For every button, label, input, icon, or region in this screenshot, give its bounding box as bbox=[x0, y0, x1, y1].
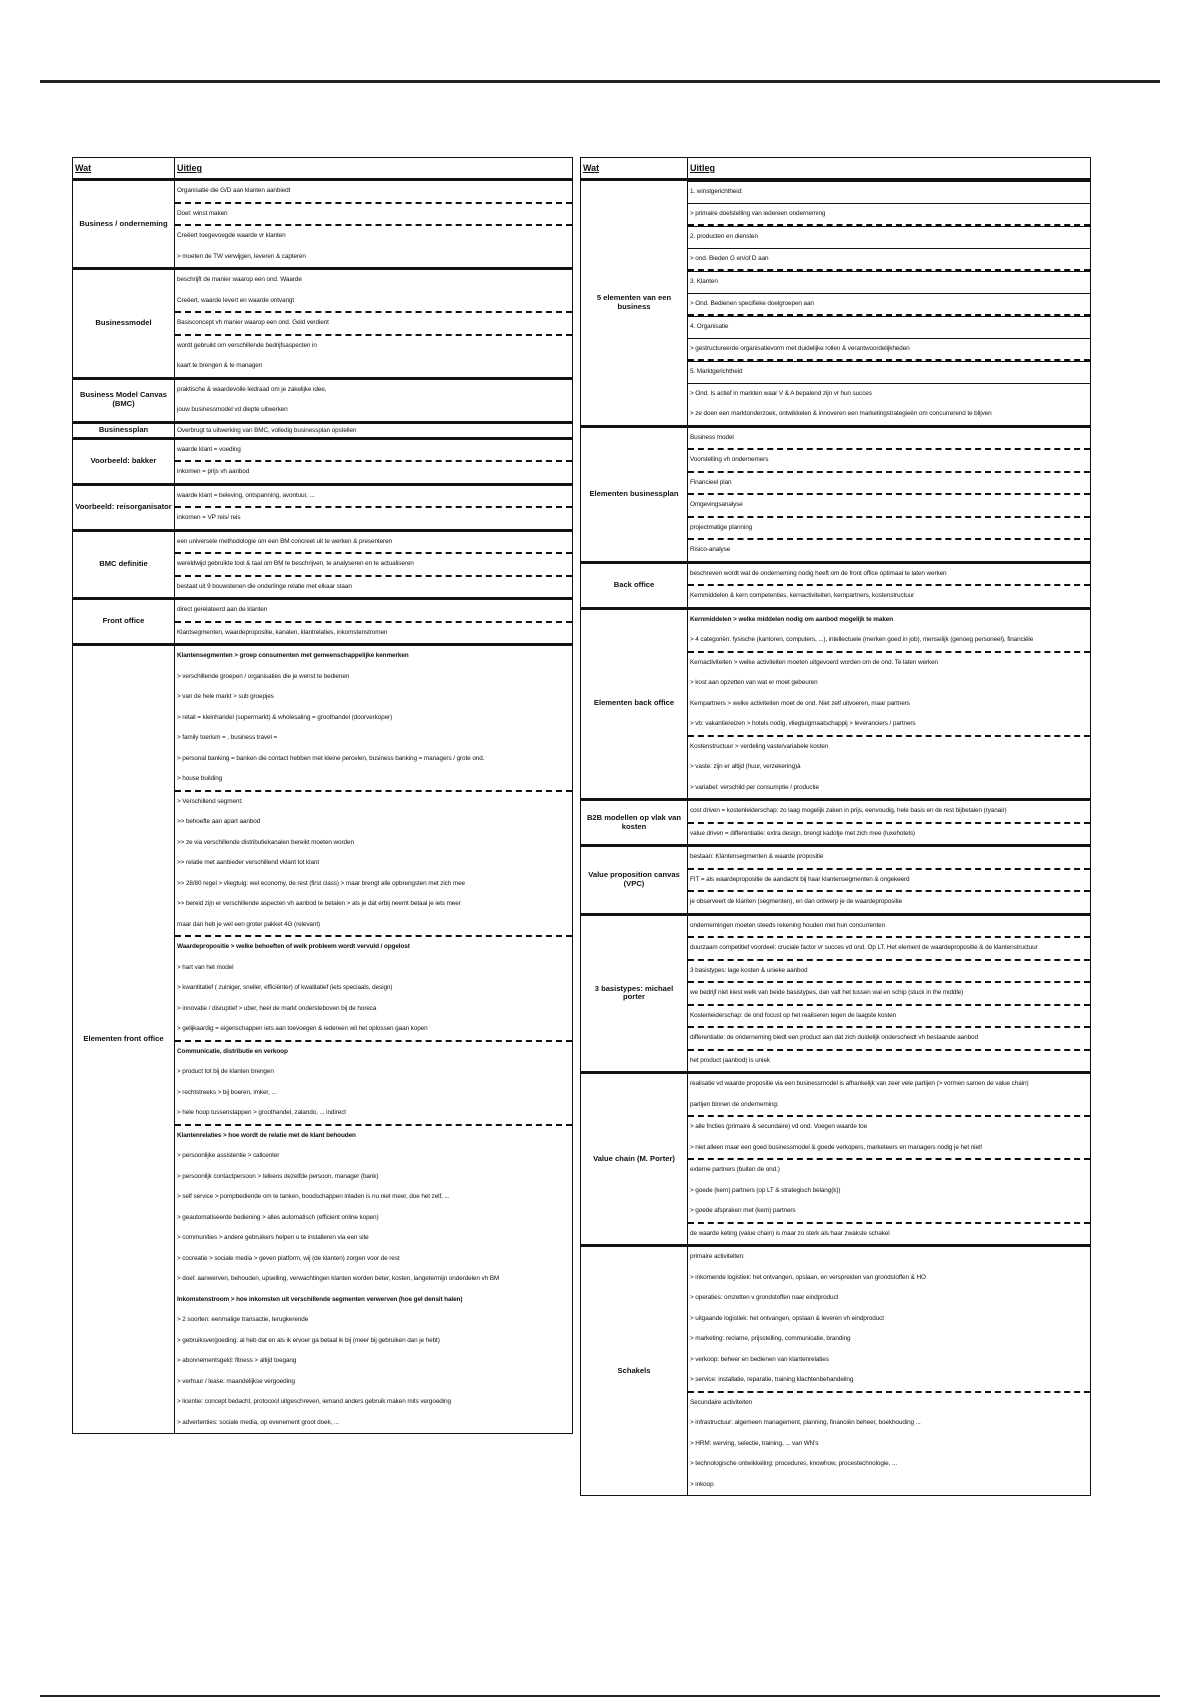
text-line: > goede (kern) partners (op LT & strategisch belang(k)) bbox=[690, 1186, 841, 1194]
text-line: > uitgaande logistiek: het ontvangen, opslaan & leveren vh eindproduct bbox=[690, 1314, 884, 1322]
text-line: > abonnementsgeld: fitness > altijd toegang bbox=[177, 1357, 297, 1364]
row-content bbox=[175, 269, 573, 379]
text-line: > doel: aanwerven, behouden, upselling, verwachtingen klanten worden beter, kosten, langetermijn onderdelen vh BM bbox=[177, 1275, 500, 1282]
text-line: een universele methodologie om een BM concreet uit te werken & presenteren bbox=[175, 532, 572, 555]
text-line: 2. producten en diensten bbox=[688, 226, 1090, 249]
text-line: cost driven = kostenleiderschap: zo laag mogelijk zaken in prijs, eenvoudig, hele basis en de rest bijbetalen (ryanair) bbox=[688, 801, 1090, 824]
row-content bbox=[688, 1073, 1091, 1246]
text-line: > goede afspraken met (kern) partners bbox=[688, 1201, 1090, 1224]
row-content bbox=[175, 378, 573, 422]
text-line: 4. Organisatie bbox=[688, 316, 1090, 339]
table-row bbox=[581, 914, 1091, 1073]
table-row bbox=[581, 800, 1091, 846]
text-line: > HRM: werving, selectie, training, ... van WN's bbox=[690, 1439, 819, 1447]
text-line: 5. Marktgerichtheid bbox=[688, 361, 1090, 384]
text-line: > operaties: omzetten v grondstoffen naar eindproduct bbox=[690, 1294, 839, 1301]
text-line: > persoonlijk contactpersoon > telkens dezelfde persoon, manager (bank) bbox=[177, 1172, 379, 1180]
text-line: > vaste: zijn er altijd (huur, verzekering)à bbox=[690, 763, 801, 770]
row-content bbox=[175, 530, 573, 599]
text-line: value driven = differentiatie: extra design, brengt kadotje met zich mee (luxehotels) bbox=[690, 829, 915, 837]
text-line: 3. Klanten bbox=[688, 271, 1090, 294]
table-row bbox=[73, 438, 573, 484]
row-label: Back office bbox=[581, 562, 688, 608]
table-row bbox=[581, 180, 1091, 427]
text-line: > inkoop bbox=[690, 1480, 714, 1488]
text-line: duurzaam competitief voordeel: cruciale factor vr succes vd ond. Op LT. Het element de waardepropositie & de klantenstructuur bbox=[688, 938, 1090, 961]
row-label: Elementen back office bbox=[581, 608, 688, 800]
text-line: het product (aanbod) is uniek bbox=[690, 1056, 770, 1064]
text-line: FIT = als waardepropositie de aandacht bij haar klantensegmenten & ongekeerd bbox=[688, 870, 1090, 893]
text-line: direct gerelateerd aan de klanten bbox=[175, 600, 572, 623]
text-line: >> 28/80 regel > vliegtuig: wel economy, de rest (first class) > maar brengt alle opbrengsten met zich mee bbox=[177, 879, 466, 887]
text-line: > inkomende logistiek: het ontvangen, opslaan, en verspreiden van grondstoffen & HO bbox=[690, 1273, 926, 1281]
text-line: ondernemingen moeten steeds rekening houden met hun concurrenten bbox=[688, 916, 1090, 939]
text-line: externe partners (buiten de ond.) bbox=[690, 1166, 780, 1173]
text-line: > kost aan opzetten van wat er moet gebeuren bbox=[690, 679, 818, 686]
text-line: > 4 categoriën: fysische (kantoren, computers, ...), intellectuele (merken goed in job), menselijk (genoeg personeel), financiële bbox=[688, 630, 1090, 653]
text-line: > Verschillend segment: bbox=[177, 797, 243, 805]
text-line: > personal banking = banken die contact hebben met kleine percelen, business banking = managers / grote ond. bbox=[177, 754, 485, 762]
bottom-rule bbox=[40, 1695, 1160, 1697]
table-row bbox=[581, 1073, 1091, 1246]
text-line: 1. winstgerichtheid: bbox=[688, 181, 1090, 204]
text-line: > marketing: reclame, prijsstelling, communicatie, branding bbox=[690, 1335, 851, 1342]
text-line: Kernactiviteiten > welke activiteiten moeten uitgevoerd worden om de ond. Te laten werken bbox=[690, 658, 938, 666]
text-line: > licentie: concept bedacht, protocool uitgeschreven, iemand anders gebruik maken mits vergoeding bbox=[177, 1398, 451, 1405]
text-line: wordt gebruikt om verschillende bedrijfsaspecten in bbox=[177, 341, 317, 349]
text-line: >> ze via verschillende distributiekanalen bereikt moeten worden bbox=[177, 838, 354, 846]
row-label: Voorbeeld: reisorganisator bbox=[73, 484, 175, 530]
text-line: Klantensegmenten > groep consumenten met gemeenschappelijke kenmerken bbox=[177, 652, 409, 659]
row-content bbox=[688, 846, 1091, 915]
text-line: > kwantitatief ( zuiniger, sneller, efficiënter) of kwalitatief (iets speciaals, design) bbox=[177, 984, 393, 991]
row-label: Business Model Canvas (BMC) bbox=[73, 378, 175, 422]
text-line: Risico-analyse bbox=[690, 546, 731, 553]
left-table bbox=[72, 157, 573, 1434]
text-line: Voorstelling vh ondernemers bbox=[688, 450, 1090, 473]
row-label: Schakels bbox=[581, 1246, 688, 1496]
text-line: > Ond. Bedienen specifieke doelgroepen aan bbox=[688, 294, 1090, 317]
text-line: Kernmiddelen > welke middelen nodig om aanbod mogelijk te maken bbox=[690, 615, 894, 623]
row-content bbox=[688, 426, 1091, 562]
text-line: Kernmiddelen & kern competenties, kernactiviteiten, kernpartners, kostenstructuur bbox=[690, 592, 915, 599]
row-content bbox=[175, 438, 573, 484]
text-line: Communicatie, distributie en verkoop bbox=[177, 1047, 288, 1055]
header-uitleg: Uitleg bbox=[688, 158, 1091, 180]
text-line: > ze doen een marktonderzoek, ontwikkelen & innoveren een marketingstrategieën om concurrerend te blijven bbox=[690, 410, 992, 417]
text-line: partijen binnen de onderneming: bbox=[688, 1095, 1090, 1118]
text-line: Secundaire activiteiten bbox=[690, 1398, 752, 1406]
table-row bbox=[581, 426, 1091, 562]
text-line: primaire activiteiten: bbox=[690, 1253, 745, 1260]
table-row bbox=[73, 422, 573, 438]
text-line: > house building bbox=[175, 769, 572, 792]
table-row bbox=[73, 645, 573, 1434]
row-content bbox=[688, 608, 1091, 800]
text-line: > technologische ontwikkeling: procedures, knowhow, procestechnologie, ... bbox=[690, 1460, 897, 1467]
row-label: 3 basistypes: michael porter bbox=[581, 914, 688, 1073]
text-line: > vb: vakantiereizen > hotels nodig, vliegtuigmaatschappij > leveranciers / partners bbox=[688, 714, 1090, 737]
text-line: praktische & waardevolle leidraad om je zakelijke idee, bbox=[177, 385, 327, 393]
header-uitleg: Uitleg bbox=[175, 158, 573, 180]
text-line: inkomen = prijs vh aanbod bbox=[177, 468, 250, 475]
text-line: > gelijkaardig = eigenschappen iets aan toevoegen & iedereen wil het oplossen gaan kopen bbox=[175, 1019, 572, 1042]
text-line: > alle fncties (primaire & secundaire) vd ond. Voegen waarde toe bbox=[690, 1123, 868, 1130]
text-line: >> behoefte aan apart aanbod bbox=[177, 818, 261, 825]
text-line: > self service > pompbediende om te tanken, boodschappen inladen is nu niet meer, doe het zelf, ... bbox=[177, 1193, 450, 1200]
text-line: Overbrugt ta uitwerking van BMC, volledig businessplan opstellen bbox=[177, 426, 357, 434]
text-line: > service: installatie, reparatie, training klachtenbehandeling bbox=[688, 1370, 1090, 1393]
row-content bbox=[175, 422, 573, 438]
text-line: > innovatie / disruptief > uber, heel de markt ondersteboven bij de horeca bbox=[177, 1004, 377, 1012]
text-line: > persoonlijke assistentie > callcenter bbox=[177, 1152, 280, 1159]
text-line: Kostenleiderschap: de ond focust op het realiseren tegen de laagste kosten bbox=[688, 1006, 1090, 1029]
text-line: Creëert toegevoegde waarde vr klanten bbox=[177, 232, 286, 239]
text-line: jouw businessmodel vd diepte uitwerken bbox=[177, 406, 288, 413]
text-line: > van de hele markt > sub groepjes bbox=[177, 693, 274, 700]
text-line: > communities > andere gebruikers helpen u te installeren via een site bbox=[177, 1234, 369, 1241]
row-label: Business / onderneming bbox=[73, 180, 175, 269]
table-row bbox=[73, 378, 573, 422]
top-rule bbox=[40, 80, 1160, 83]
row-label: Businessplan bbox=[73, 422, 175, 438]
text-line: maar dan heb je wel een groter pakket 4G (relevant) bbox=[175, 915, 572, 938]
text-line: beschrijft de manier waarop een ond. Waarde bbox=[177, 276, 302, 283]
text-line: Inkomstenstroom > hoe inkomsten uit verschillende segmenten verwerven (hoe gel densit halen) bbox=[177, 1295, 463, 1303]
row-content bbox=[688, 562, 1091, 608]
row-label: B2B modellen op vlak van kosten bbox=[581, 800, 688, 846]
text-line: Klantenrelaties > hoe wordt de relatie met de klant behouden bbox=[177, 1131, 356, 1139]
text-line: > primaire doelstelling van iedereen onderneming bbox=[688, 204, 1090, 227]
text-line: > rechtstreeks > bij boeren, imker, ... bbox=[177, 1088, 277, 1096]
text-line: > verkoop: beheer en bedienen van klantenrelaties bbox=[690, 1355, 829, 1363]
text-line: Doel: winst maken bbox=[175, 204, 572, 227]
table-row bbox=[581, 562, 1091, 608]
table-row bbox=[73, 599, 573, 645]
text-line: > 2 soorten: eenmalige transactie, terugkerende bbox=[177, 1316, 309, 1323]
text-line: 3 basistypes: lage kosten & unieke aanbod bbox=[688, 961, 1090, 984]
table-row bbox=[581, 846, 1091, 915]
text-line: > gestructureerde organisatievorm met duidelijke rollen & verantwoordelijkheden bbox=[688, 339, 1090, 362]
text-line: > moeten de TW verwijgen, leveren & capteren bbox=[177, 252, 306, 260]
text-line: we bedrijf niet kiest welk van beide basistypes, dan valt het tussen wal en schip (stuck in the middle) bbox=[688, 983, 1090, 1006]
text-line: >> bereid zijn er verschillende aspecten vh aanbod te betalen > als je dat erbij neemt betaal je iets meer bbox=[177, 900, 461, 907]
text-line: Basisconcept vh manier waarop een ond. Geld verdient bbox=[175, 313, 572, 336]
table-row bbox=[73, 530, 573, 599]
text-line: waarde klant = voeding bbox=[175, 440, 572, 463]
row-label: Businessmodel bbox=[73, 269, 175, 379]
right-table bbox=[580, 157, 1091, 1496]
text-line: > verschillende groepen / organisaties die je wenst te bedienen bbox=[177, 672, 350, 680]
row-label: 5 elementen van een business bbox=[581, 180, 688, 427]
row-content bbox=[175, 645, 573, 1434]
table-row bbox=[581, 608, 1091, 800]
text-line: > cocreatie > sociale media > geven platform, wij (de klanten) zorgen voor de rest bbox=[177, 1254, 400, 1262]
row-label: Elementen businessplan bbox=[581, 426, 688, 562]
text-line: >> relatie met aanbieder verschillend vklant tot klant bbox=[177, 859, 320, 866]
row-content bbox=[688, 800, 1091, 846]
text-line: Klantsegmenten, waardepropositie, kanalen, klantrelaties, inkomstenstromen bbox=[177, 628, 388, 636]
text-line: > family toerism = , business travel = bbox=[177, 734, 278, 741]
text-line: Creëert, waarde levert en waarde ontvangt bbox=[175, 291, 572, 314]
text-line: projectmatige planning bbox=[688, 518, 1090, 541]
text-line: > hart van het model bbox=[177, 963, 234, 971]
text-line: > niet alleen maar een goed businessmodel & goede verkopers, marketeers en managers nodig je het niet! bbox=[688, 1138, 1090, 1161]
text-line: bestaat uit 9 bouwstenen die onderlinge relatie met elkaar staan bbox=[177, 582, 352, 590]
text-line: kaart te brengen & te managen bbox=[177, 362, 263, 369]
text-line: > infrastructuur: algemeen management, planning, financiën beheer, boekhouding ... bbox=[690, 1419, 921, 1426]
text-line: wereldwijd gebruikte tool & taal om BM te beschrijven, te analyseren en te actualiseren bbox=[175, 554, 572, 577]
text-line: Business model bbox=[688, 428, 1090, 451]
text-line: inkomen = VP reis/ reis bbox=[177, 514, 241, 521]
text-line: > hele hoop tussenstappen > groothandel, zalando, ... indirect bbox=[175, 1103, 572, 1126]
text-line: > gebruiksvergoeding: al heb dat en als ik ervoer ga betaal ik bij (meer bij gebruiken dan je hebt) bbox=[177, 1336, 440, 1344]
text-line: > retail = kleinhandel (supermarkt) & wholesaling = groothandel (doorverkoper) bbox=[177, 713, 393, 721]
text-line: Omgevingsanalyse bbox=[688, 495, 1090, 518]
row-content bbox=[175, 599, 573, 645]
text-line: waarde klant = beleving, ontspanning, avontuur, ... bbox=[175, 486, 572, 509]
row-content bbox=[688, 1246, 1091, 1496]
row-label: BMC definitie bbox=[73, 530, 175, 599]
text-line: Organisatie die G/D aan klanten aanbiedt bbox=[175, 181, 572, 204]
text-line: bestaan: Klantensegmenten & waarde propositie bbox=[688, 847, 1090, 870]
row-label: Value proposition canvas (VPC) bbox=[581, 846, 688, 915]
text-line: > advertenties: sociale media, op evenement groot doek, ... bbox=[177, 1418, 339, 1426]
row-label: Voorbeeld: bakker bbox=[73, 438, 175, 484]
text-line: Kostenstructuur > verdeling vaste/variabele kosten bbox=[690, 742, 829, 750]
table-row bbox=[581, 1246, 1091, 1496]
row-content bbox=[688, 914, 1091, 1073]
text-line: je observeert de klanten (segmenten), en dan ontwerp je de waardepropositie bbox=[690, 898, 903, 905]
row-content bbox=[175, 484, 573, 530]
table-row bbox=[73, 269, 573, 379]
text-line: Waardepropositie > welke behoeften of welk probleem wordt vervuld / opgelost bbox=[177, 943, 410, 950]
text-line: realisatie vd waarde propositie via een businessmodel is afhankelijk van zeer vele partijen (> vormen samen de value chain) bbox=[690, 1080, 1029, 1087]
table-row bbox=[73, 180, 573, 269]
row-content bbox=[175, 180, 573, 269]
header-wat: Wat bbox=[73, 158, 175, 180]
text-line: > verhuur / lease: maandelijkse vergoeding bbox=[177, 1377, 295, 1385]
row-content bbox=[688, 180, 1091, 427]
row-label: Front office bbox=[73, 599, 175, 645]
text-line: de waarde keting (value chain) is maar zo sterk als haar zwakste schakel bbox=[690, 1229, 890, 1237]
text-line: > variabel: verschild per consumptie / productie bbox=[690, 783, 819, 791]
text-line: Kernpartners > welke activiteiten moet de ond. Niet zelf uitvoeren, maar partners bbox=[690, 699, 910, 707]
text-line: > product tot bij de klanten brengen bbox=[177, 1068, 274, 1075]
text-line: > Ond. Is actief in markten waar V & A bepalend zijn vr hun succes bbox=[690, 389, 872, 397]
header-wat: Wat bbox=[581, 158, 688, 180]
text-line: differentiatie: de onderneming biedt een product aan dat zich duidelijk onderscheidt vh bestaande aanbod bbox=[688, 1028, 1090, 1051]
text-line: > geautomatiseerde bediening > alles automatisch (efficient online kopen) bbox=[177, 1213, 379, 1221]
table-row bbox=[73, 484, 573, 530]
row-label: Elementen front office bbox=[73, 645, 175, 1434]
row-label: Value chain (M. Porter) bbox=[581, 1073, 688, 1246]
text-line: beschreven wordt wat de onderneming nodig heeft om de front office optimaal te laten werken bbox=[688, 564, 1090, 587]
text-line: > ond. Bieden G en/of D aan bbox=[688, 249, 1090, 272]
text-line: Financieel plan bbox=[688, 473, 1090, 496]
